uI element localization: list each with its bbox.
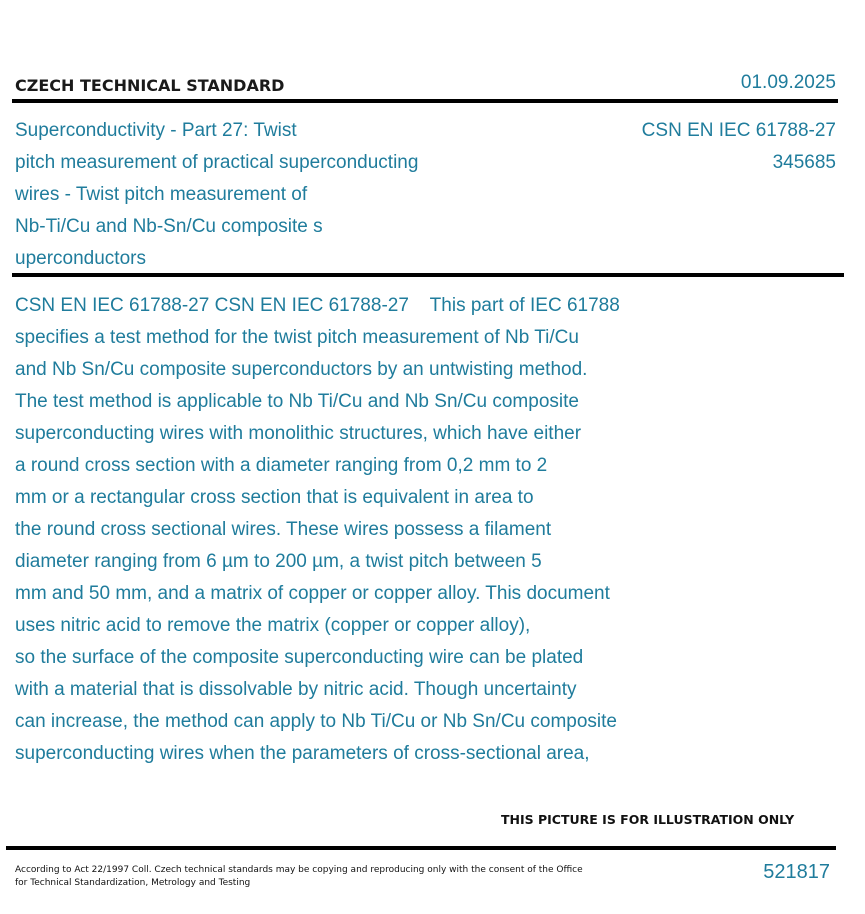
title-rule — [12, 273, 844, 277]
standard-code: CSN EN IEC 61788-27 — [641, 120, 836, 141]
abstract-line: specifies a test method for the twist pitch measurement of Nb Ti/Cu — [15, 327, 579, 348]
abstract-text — [15, 290, 715, 770]
abstract-line: and Nb Sn/Cu composite superconductors by an untwisting method. — [15, 359, 588, 380]
footer-legal-line: for Technical Standardization, Metrology and Testing — [15, 878, 251, 888]
abstract-line: so the surface of the composite superconducting wire can be plated — [15, 647, 584, 668]
footer-rule — [6, 846, 836, 850]
title-line: wires - Twist pitch measurement of — [15, 184, 308, 205]
abstract-line: The test method is applicable to Nb Ti/Cu and Nb Sn/Cu composite — [15, 391, 579, 412]
header-label: CZECH TECHNICAL STANDARD — [15, 76, 285, 95]
abstract-line: a round cross section with a diameter ranging from 0,2 mm to 2 — [15, 455, 548, 476]
footer-code: 521817 — [763, 861, 830, 883]
abstract-line: superconducting wires when the parameters of cross-sectional area, — [15, 743, 590, 764]
abstract-line: with a material that is dissolvable by nitric acid. Though uncertainty — [15, 679, 577, 700]
illustration-note: THIS PICTURE IS FOR ILLUSTRATION ONLY — [501, 812, 795, 827]
footer-legal-line: According to Act 22/1997 Coll. Czech technical standards may be copying and reproducing only with the consent of the Office — [15, 865, 583, 875]
abstract-line: mm and 50 mm, and a matrix of copper or copper alloy. This document — [15, 583, 610, 604]
abstract-line: superconducting wires with monolithic structures, which have either — [15, 423, 582, 444]
document-title — [15, 115, 485, 275]
catalog-number: 345685 — [772, 152, 836, 173]
abstract-line: mm or a rectangular cross section that is equivalent in area to — [15, 487, 534, 508]
abstract-line: uses nitric acid to remove the matrix (copper or copper alloy), — [15, 615, 531, 636]
footer-legal-note — [15, 864, 595, 890]
title-line: uperconductors — [15, 248, 146, 269]
title-line: Superconductivity - Part 27: Twist — [15, 120, 297, 141]
standard-info — [642, 115, 836, 179]
abstract-line: diameter ranging from 6 µm to 200 µm, a twist pitch between 5 — [15, 551, 542, 572]
abstract-line: can increase, the method can apply to Nb Ti/Cu or Nb Sn/Cu composite — [15, 711, 617, 732]
header-date: 01.09.2025 — [740, 72, 836, 93]
title-line: Nb-Ti/Cu and Nb-Sn/Cu composite s — [15, 216, 323, 237]
abstract-line: CSN EN IEC 61788-27 CSN EN IEC 61788-27 This part of IEC 61788 — [15, 295, 620, 316]
abstract-line: the round cross sectional wires. These wires possess a filament — [15, 519, 552, 540]
header-rule — [12, 99, 838, 103]
title-line: pitch measurement of practical superconducting — [15, 152, 419, 173]
